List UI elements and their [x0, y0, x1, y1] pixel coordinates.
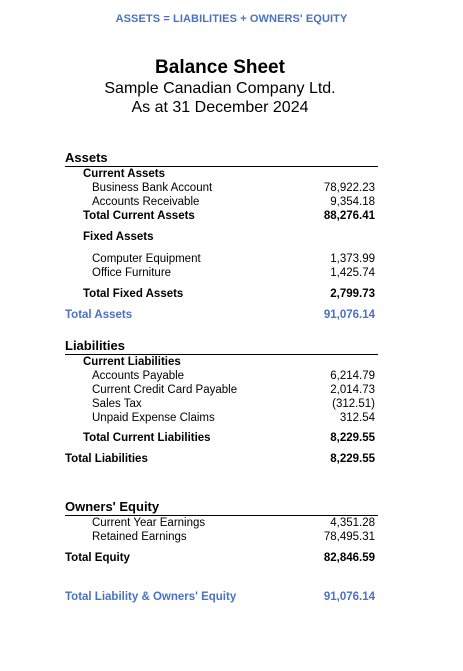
line-item-label: Current Credit Card Payable	[92, 384, 238, 396]
line-item-label: Office Furniture	[92, 267, 172, 279]
report-title: Balance Sheet	[155, 57, 285, 78]
fixed-assets-heading: Fixed Assets	[83, 231, 154, 243]
total-fixed-assets-amount: 2,799.73	[330, 288, 375, 300]
total-current-assets-amount: 88,276.41	[323, 210, 375, 222]
current-assets-heading: Current Assets	[83, 168, 166, 180]
grand-total-label: Total Liability & Owners' Equity	[65, 591, 237, 603]
equity-heading: Owners' Equity	[65, 499, 160, 514]
line-item-amount: (312.51)	[332, 398, 375, 410]
line-item-amount: 6,214.79	[330, 370, 375, 382]
total-current-liabilities-amount: 8,229.55	[330, 432, 375, 444]
line-item-amount: 1,373.99	[330, 253, 375, 265]
line-item-label: Sales Tax	[92, 398, 142, 410]
line-item-amount: 1,425.74	[330, 267, 375, 279]
total-liabilities-amount: 8,229.55	[330, 453, 375, 465]
line-item-label: Business Bank Account	[92, 182, 213, 194]
line-item-label: Computer Equipment	[92, 253, 201, 265]
total-current-assets-label: Total Current Assets	[83, 210, 195, 222]
line-item-label: Current Year Earnings	[92, 517, 206, 529]
total-current-liabilities-label: Total Current Liabilities	[83, 432, 211, 444]
line-item-label: Accounts Payable	[92, 370, 185, 382]
report-date: As at 31 December 2024	[131, 99, 309, 116]
line-item-amount: 4,351.28	[330, 517, 375, 529]
liabilities-heading: Liabilities	[65, 338, 125, 353]
line-item-label: Accounts Receivable	[92, 196, 200, 208]
line-item-amount: 78,922.23	[323, 182, 375, 194]
line-item-label: Retained Earnings	[92, 531, 187, 543]
grand-total-amount: 91,076.14	[323, 591, 375, 603]
line-item-amount: 312.54	[339, 412, 375, 424]
equation-banner: ASSETS = LIABILITIES + OWNERS' EQUITY	[115, 13, 348, 25]
total-equity-amount: 82,846.59	[323, 552, 375, 564]
line-item-label: Unpaid Expense Claims	[92, 412, 215, 424]
total-liabilities-label: Total Liabilities	[65, 453, 148, 465]
current-liabilities-heading: Current Liabilities	[83, 356, 181, 368]
total-equity-label: Total Equity	[65, 552, 130, 564]
total-fixed-assets-label: Total Fixed Assets	[83, 288, 184, 300]
line-item-amount: 9,354.18	[330, 196, 375, 208]
assets-heading: Assets	[65, 150, 108, 165]
total-assets-label: Total Assets	[65, 309, 133, 321]
company-name: Sample Canadian Company Ltd.	[104, 80, 336, 97]
total-assets-amount: 91,076.14	[323, 309, 375, 321]
line-item-amount: 2,014.73	[330, 384, 375, 396]
line-item-amount: 78,495.31	[323, 531, 375, 543]
